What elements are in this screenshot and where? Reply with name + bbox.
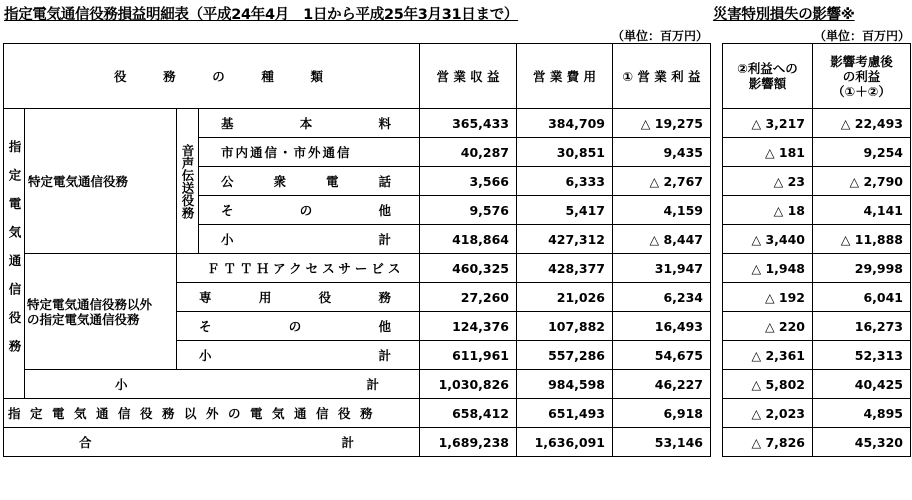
- group-specific: 特定電気通信役務: [25, 109, 177, 254]
- cell-profit: 6,918: [613, 399, 711, 428]
- cell-adjusted: △ 11,888: [813, 225, 911, 254]
- cell-profit: 46,227: [613, 370, 711, 399]
- cell-profit: 54,675: [613, 341, 711, 370]
- cell-profit: 4,159: [613, 196, 711, 225]
- cell-revenue: 365,433: [420, 109, 517, 138]
- cell-revenue: 27,260: [420, 283, 517, 312]
- cell-impact: △ 2,023: [723, 399, 813, 428]
- row-label: ＦＴＴＨアクセスサービス: [177, 254, 420, 283]
- cell-revenue: 124,376: [420, 312, 517, 341]
- main-table: [3, 43, 711, 457]
- cell-expense: 428,377: [517, 254, 613, 283]
- cell-expense: 984,598: [517, 370, 613, 399]
- cell-impact: △ 23: [723, 167, 813, 196]
- cell-adjusted: 6,041: [813, 283, 911, 312]
- cell-impact: △ 181: [723, 138, 813, 167]
- row-label: 公 衆 電 話: [199, 167, 420, 196]
- cell-expense: 651,493: [517, 399, 613, 428]
- cell-impact: △ 1,948: [723, 254, 813, 283]
- cell-impact: △ 192: [723, 283, 813, 312]
- cell-expense: 107,882: [517, 312, 613, 341]
- cell-revenue: 460,325: [420, 254, 517, 283]
- group-voice: 音声伝送役務: [177, 109, 199, 254]
- cell-revenue: 658,412: [420, 399, 517, 428]
- cell-adjusted: 29,998: [813, 254, 911, 283]
- side-table: [722, 43, 911, 457]
- cell-expense: 1,636,091: [517, 428, 613, 457]
- cell-expense: 6,333: [517, 167, 613, 196]
- row-label: 小 計: [199, 225, 420, 254]
- cell-profit: 16,493: [613, 312, 711, 341]
- cell-adjusted: 4,141: [813, 196, 911, 225]
- cell-profit: △ 19,275: [613, 109, 711, 138]
- unit-label-side: （単位：百万円）: [814, 29, 911, 43]
- cell-adjusted: 9,254: [813, 138, 911, 167]
- cell-revenue: 611,961: [420, 341, 517, 370]
- cell-adjusted: 4,895: [813, 399, 911, 428]
- cell-revenue: 418,864: [420, 225, 517, 254]
- row-label: 基 本 料: [199, 109, 420, 138]
- cell-adjusted: △ 2,790: [813, 167, 911, 196]
- header-adjusted: 影響考慮後 の利益 （①＋②）: [813, 44, 911, 109]
- cell-adjusted: 40,425: [813, 370, 911, 399]
- row-label: 小 計: [177, 341, 420, 370]
- row-label: 指定電気通信役務以外の電気通信役務: [4, 399, 420, 428]
- row-label: 合 計: [4, 428, 420, 457]
- cell-adjusted: 16,273: [813, 312, 911, 341]
- row-label: 小 計: [25, 370, 420, 399]
- cell-adjusted: 45,320: [813, 428, 911, 457]
- cell-expense: 30,851: [517, 138, 613, 167]
- header-expense: 営 業 費 用: [517, 44, 613, 109]
- cell-expense: 384,709: [517, 109, 613, 138]
- group-designated: 指定電気通信役務: [4, 109, 25, 399]
- cell-impact: △ 3,440: [723, 225, 813, 254]
- cell-adjusted: △ 22,493: [813, 109, 911, 138]
- row-label: 専 用 役 務: [177, 283, 420, 312]
- cell-profit: 9,435: [613, 138, 711, 167]
- cell-profit: △ 8,447: [613, 225, 711, 254]
- header-kind: 役 務 の 種 類: [4, 44, 420, 109]
- header-revenue: 営 業 収 益: [420, 44, 517, 109]
- header-impact: ②利益への 影響額: [723, 44, 813, 109]
- cell-profit: △ 2,767: [613, 167, 711, 196]
- cell-revenue: 1,689,238: [420, 428, 517, 457]
- cell-impact: △ 18: [723, 196, 813, 225]
- row-label: そ の 他: [177, 312, 420, 341]
- cell-impact: △ 3,217: [723, 109, 813, 138]
- cell-revenue: 40,287: [420, 138, 517, 167]
- cell-revenue: 9,576: [420, 196, 517, 225]
- header-profit: ① 営 業 利 益: [613, 44, 711, 109]
- cell-expense: 5,417: [517, 196, 613, 225]
- row-label: 市内通信・市外通信: [199, 138, 420, 167]
- side-title: 災害特別損失の影響※: [713, 7, 855, 23]
- cell-revenue: 1,030,826: [420, 370, 517, 399]
- cell-profit: 53,146: [613, 428, 711, 457]
- group-other-specific: 特定電気通信役務以外 の指定電気通信役務: [25, 254, 177, 370]
- cell-impact: △ 7,826: [723, 428, 813, 457]
- cell-expense: 21,026: [517, 283, 613, 312]
- row-label: そ の 他: [199, 196, 420, 225]
- cell-expense: 557,286: [517, 341, 613, 370]
- cell-profit: 6,234: [613, 283, 711, 312]
- page-title: 指定電気通信役務損益明細表（平成24年4月 1日から平成25年3月31日まで）: [4, 7, 519, 23]
- cell-adjusted: 52,313: [813, 341, 911, 370]
- cell-impact: △ 220: [723, 312, 813, 341]
- unit-label-main: （単位：百万円）: [612, 29, 709, 43]
- cell-impact: △ 2,361: [723, 341, 813, 370]
- cell-profit: 31,947: [613, 254, 711, 283]
- cell-expense: 427,312: [517, 225, 613, 254]
- cell-revenue: 3,566: [420, 167, 517, 196]
- cell-impact: △ 5,802: [723, 370, 813, 399]
